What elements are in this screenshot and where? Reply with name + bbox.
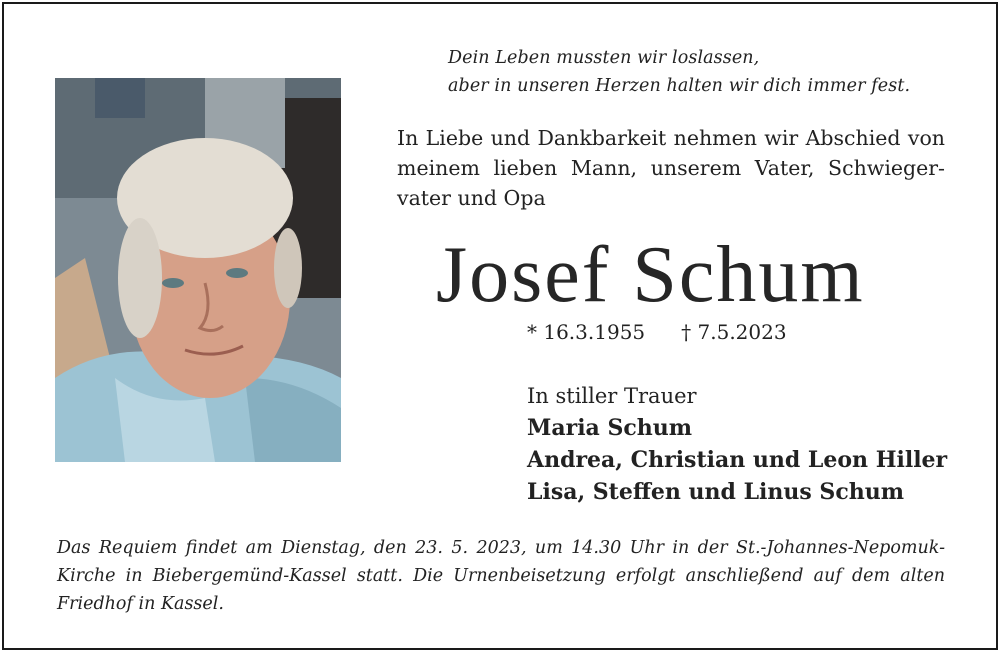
intro-line: meinem lieben Mann, unserem Vater, Schwieger-	[397, 156, 945, 180]
intro-line: In Liebe und Dankbarkeit nehmen wir Abschied von	[397, 126, 945, 150]
quote-line: Dein Leben mussten wir loslassen,	[448, 48, 760, 68]
death-date: † 7.5.2023	[681, 320, 787, 344]
intro-line: vater und Opa	[397, 186, 546, 210]
family-line: Andrea, Christian und Leon Hiller	[527, 447, 948, 473]
quote-line: aber in unseren Herzen halten wir dich immer fest.	[448, 76, 911, 96]
life-dates	[527, 318, 787, 346]
mourners	[527, 381, 947, 508]
requiem-line: Kirche in Biebergemünd-Kassel statt. Die Urnenbeisetzung erfolgt anschließend auf dem alten	[57, 566, 945, 586]
deceased-name: Josef Schum	[436, 231, 865, 319]
mourning-label: In stiller Trauer	[527, 384, 697, 408]
family-line: Lisa, Steffen und Linus Schum	[527, 479, 904, 505]
family-line: Maria Schum	[527, 415, 693, 441]
farewell-intro	[397, 123, 945, 213]
requiem-line: Das Requiem findet am Dienstag, den 23. 5. 2023, um 14.30 Uhr in der St.-Johannes-Nepomuk-	[57, 538, 945, 558]
quote	[448, 44, 958, 100]
requiem-line: Friedhof in Kassel.	[57, 594, 224, 614]
birth-date: * 16.3.1955	[527, 320, 646, 344]
portrait-photo	[55, 78, 341, 462]
portrait-illustration	[55, 78, 341, 462]
requiem-info	[57, 534, 945, 618]
